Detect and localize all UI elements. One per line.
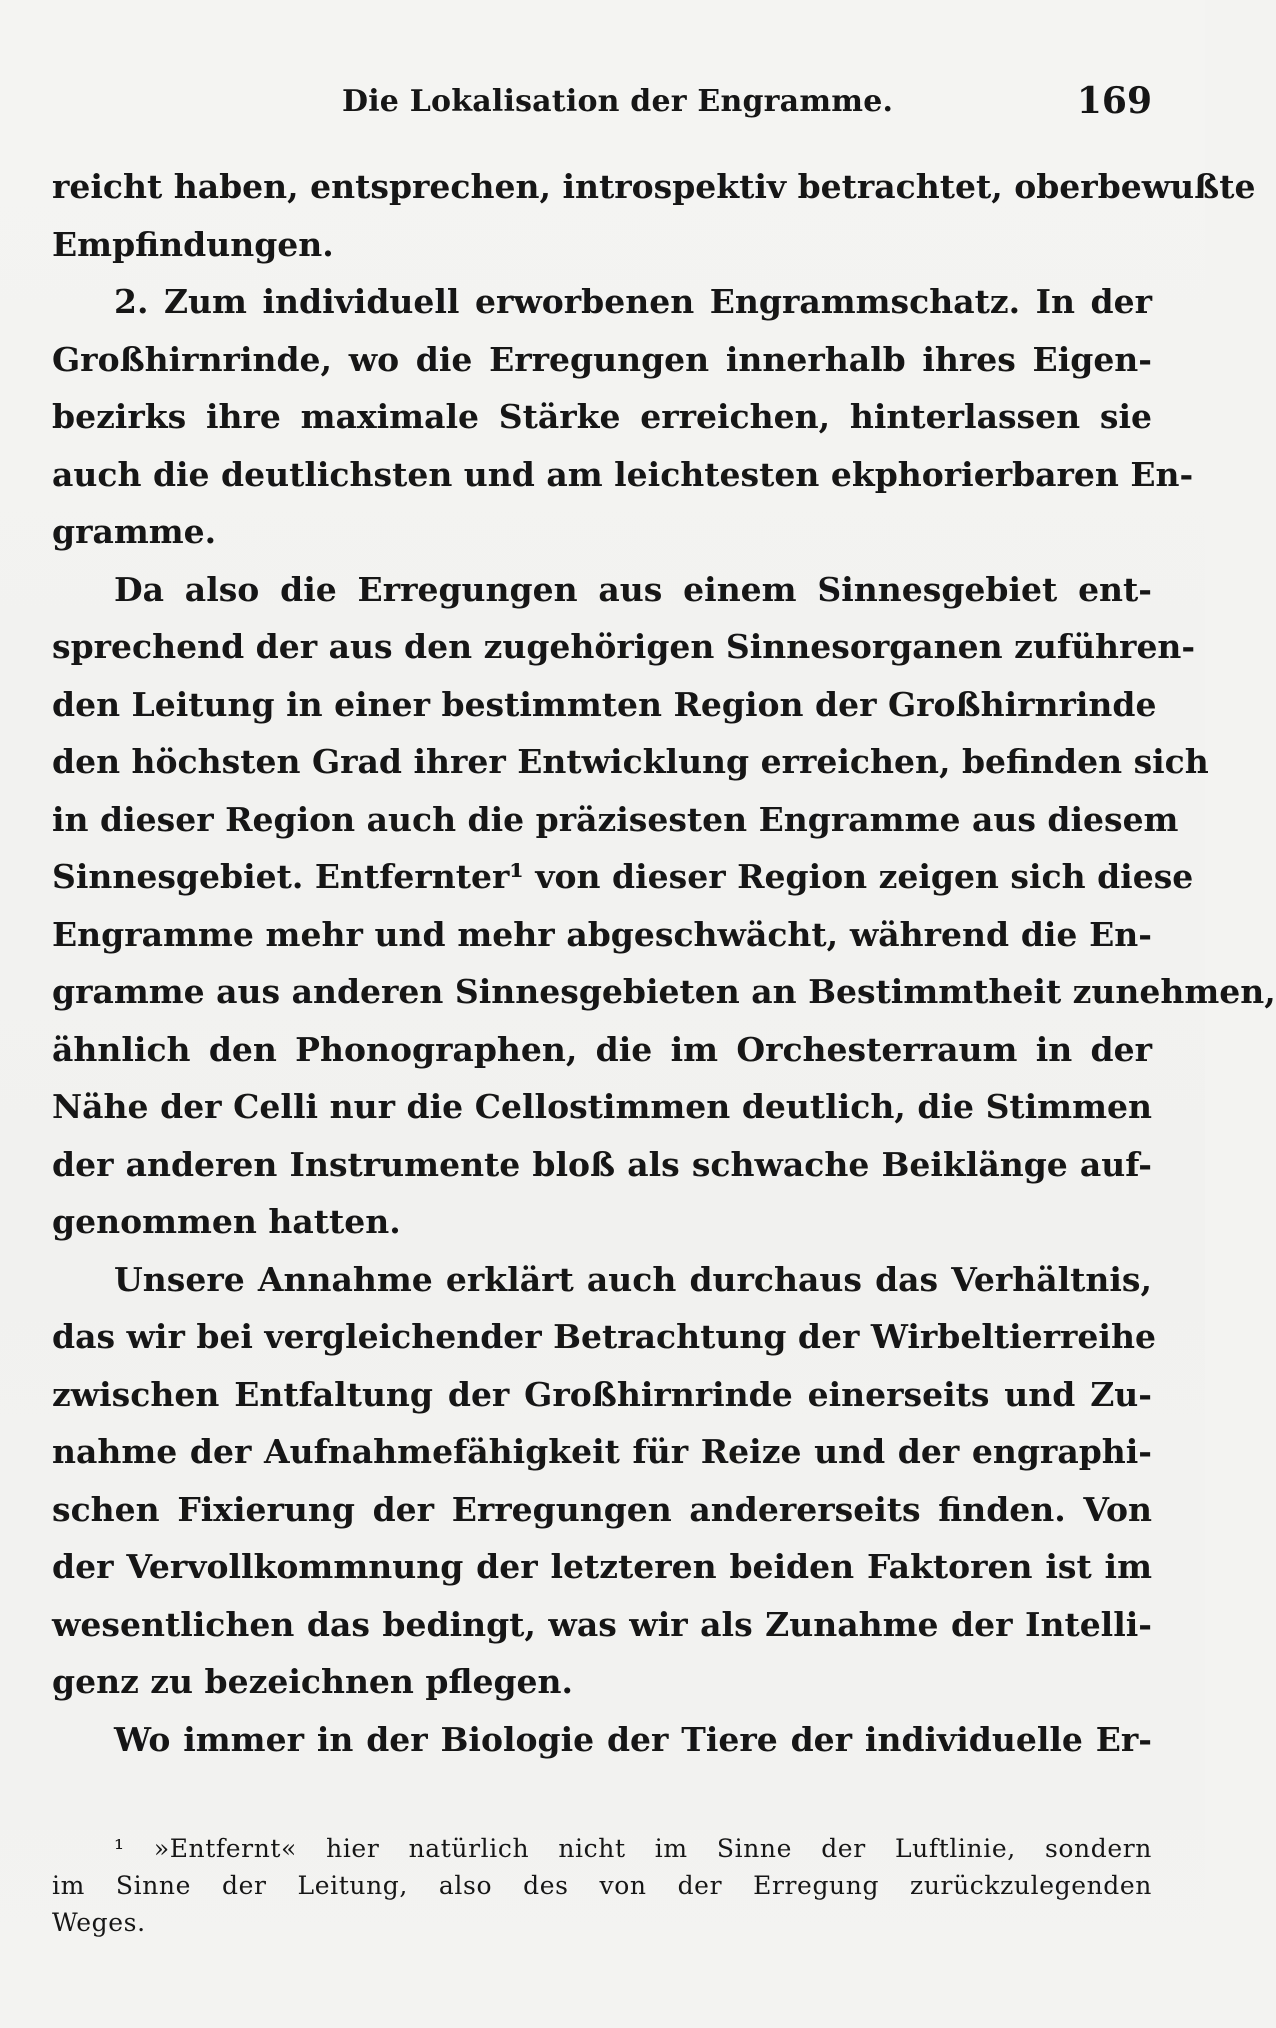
text-line: bezirks ihre maximale Stärke erreichen, hinterlassen sie xyxy=(52,397,1152,436)
text-line: der anderen Instrumente bloß als schwache Beiklänge auf- xyxy=(52,1144,1152,1184)
text-line: den Leitung in einer bestimmten Region der Großhirnrinde xyxy=(52,684,1157,724)
text-line: sprechend der aus den zugehörigen Sinnesorganen zuführen- xyxy=(52,627,1196,666)
running-title: Die Lokalisation der Engramme. xyxy=(342,84,894,119)
text-line: den höchsten Grad ihrer Entwicklung erreichen, befinden sich xyxy=(52,742,1209,781)
text-line: 2. Zum individuell erworbenen Engrammschatz. In der xyxy=(114,282,1152,321)
text-line: Nähe der Celli nur die Cellostimmen deutlich, die Stimmen xyxy=(52,1087,1152,1126)
footnotes xyxy=(52,1830,1152,1941)
page-number: 169 xyxy=(1076,80,1152,122)
text-line: Unsere Annahme erklärt auch durchaus das Verhältnis, xyxy=(114,1259,1152,1299)
footnote-line: Weges. xyxy=(52,1908,146,1937)
running-head xyxy=(52,80,1152,130)
body-text xyxy=(52,158,1276,1768)
text-line: in dieser Region auch die präzisesten Engramme aus diesem xyxy=(52,799,1179,839)
footnote-line: im Sinne der Leitung, also des von der Erregung zurückzulegenden xyxy=(52,1871,1152,1900)
text-line: auch die deutlichsten und am leichtesten ekphorierbaren En- xyxy=(52,454,1194,494)
text-line: reicht haben, entsprechen, introspektiv betrachtet, oberbewußte xyxy=(52,167,1256,206)
text-line: wesentlichen das bedingt, was wir als Zunahme der Intelli- xyxy=(52,1604,1152,1644)
text-line: gramme aus anderen Sinnesgebieten an Bestimmtheit zunehmen, xyxy=(52,972,1276,1011)
text-line: Wo immer in der Biologie der Tiere der individuelle Er- xyxy=(114,1719,1152,1759)
text-line: Großhirnrinde, wo die Erregungen innerhalb ihres Eigen- xyxy=(52,339,1152,379)
text-line: das wir bei vergleichender Betrachtung der Wirbeltierreihe xyxy=(52,1317,1156,1356)
text-line: Da also die Erregungen aus einem Sinnesgebiet ent- xyxy=(114,569,1152,609)
text-line: genommen hatten. xyxy=(52,1202,401,1241)
text-line: der Vervollkommnung der letzteren beiden Faktoren ist im xyxy=(52,1547,1152,1586)
text-line: Empfindungen. xyxy=(52,224,334,264)
text-line: ähnlich den Phonographen, die im Orchesterraum in der xyxy=(52,1029,1152,1069)
text-line: schen Fixierung der Erregungen andererseits finden. Von xyxy=(52,1489,1152,1529)
footnote-line: ¹ »Entfernt« hier natürlich nicht im Sinne der Luftlinie, sondern xyxy=(114,1834,1152,1863)
text-line: genz zu bezeichnen pflegen. xyxy=(52,1662,574,1701)
text-line: Sinnesgebiet. Entfernter¹ von dieser Region zeigen sich diese xyxy=(52,857,1194,896)
text-line: gramme. xyxy=(52,512,217,551)
text-line: zwischen Entfaltung der Großhirnrinde einerseits und Zu- xyxy=(52,1374,1152,1414)
text-line: nahme der Aufnahmefähigkeit für Reize und der engraphi- xyxy=(52,1432,1152,1471)
text-line: Engramme mehr und mehr abgeschwächt, während die En- xyxy=(52,914,1152,954)
